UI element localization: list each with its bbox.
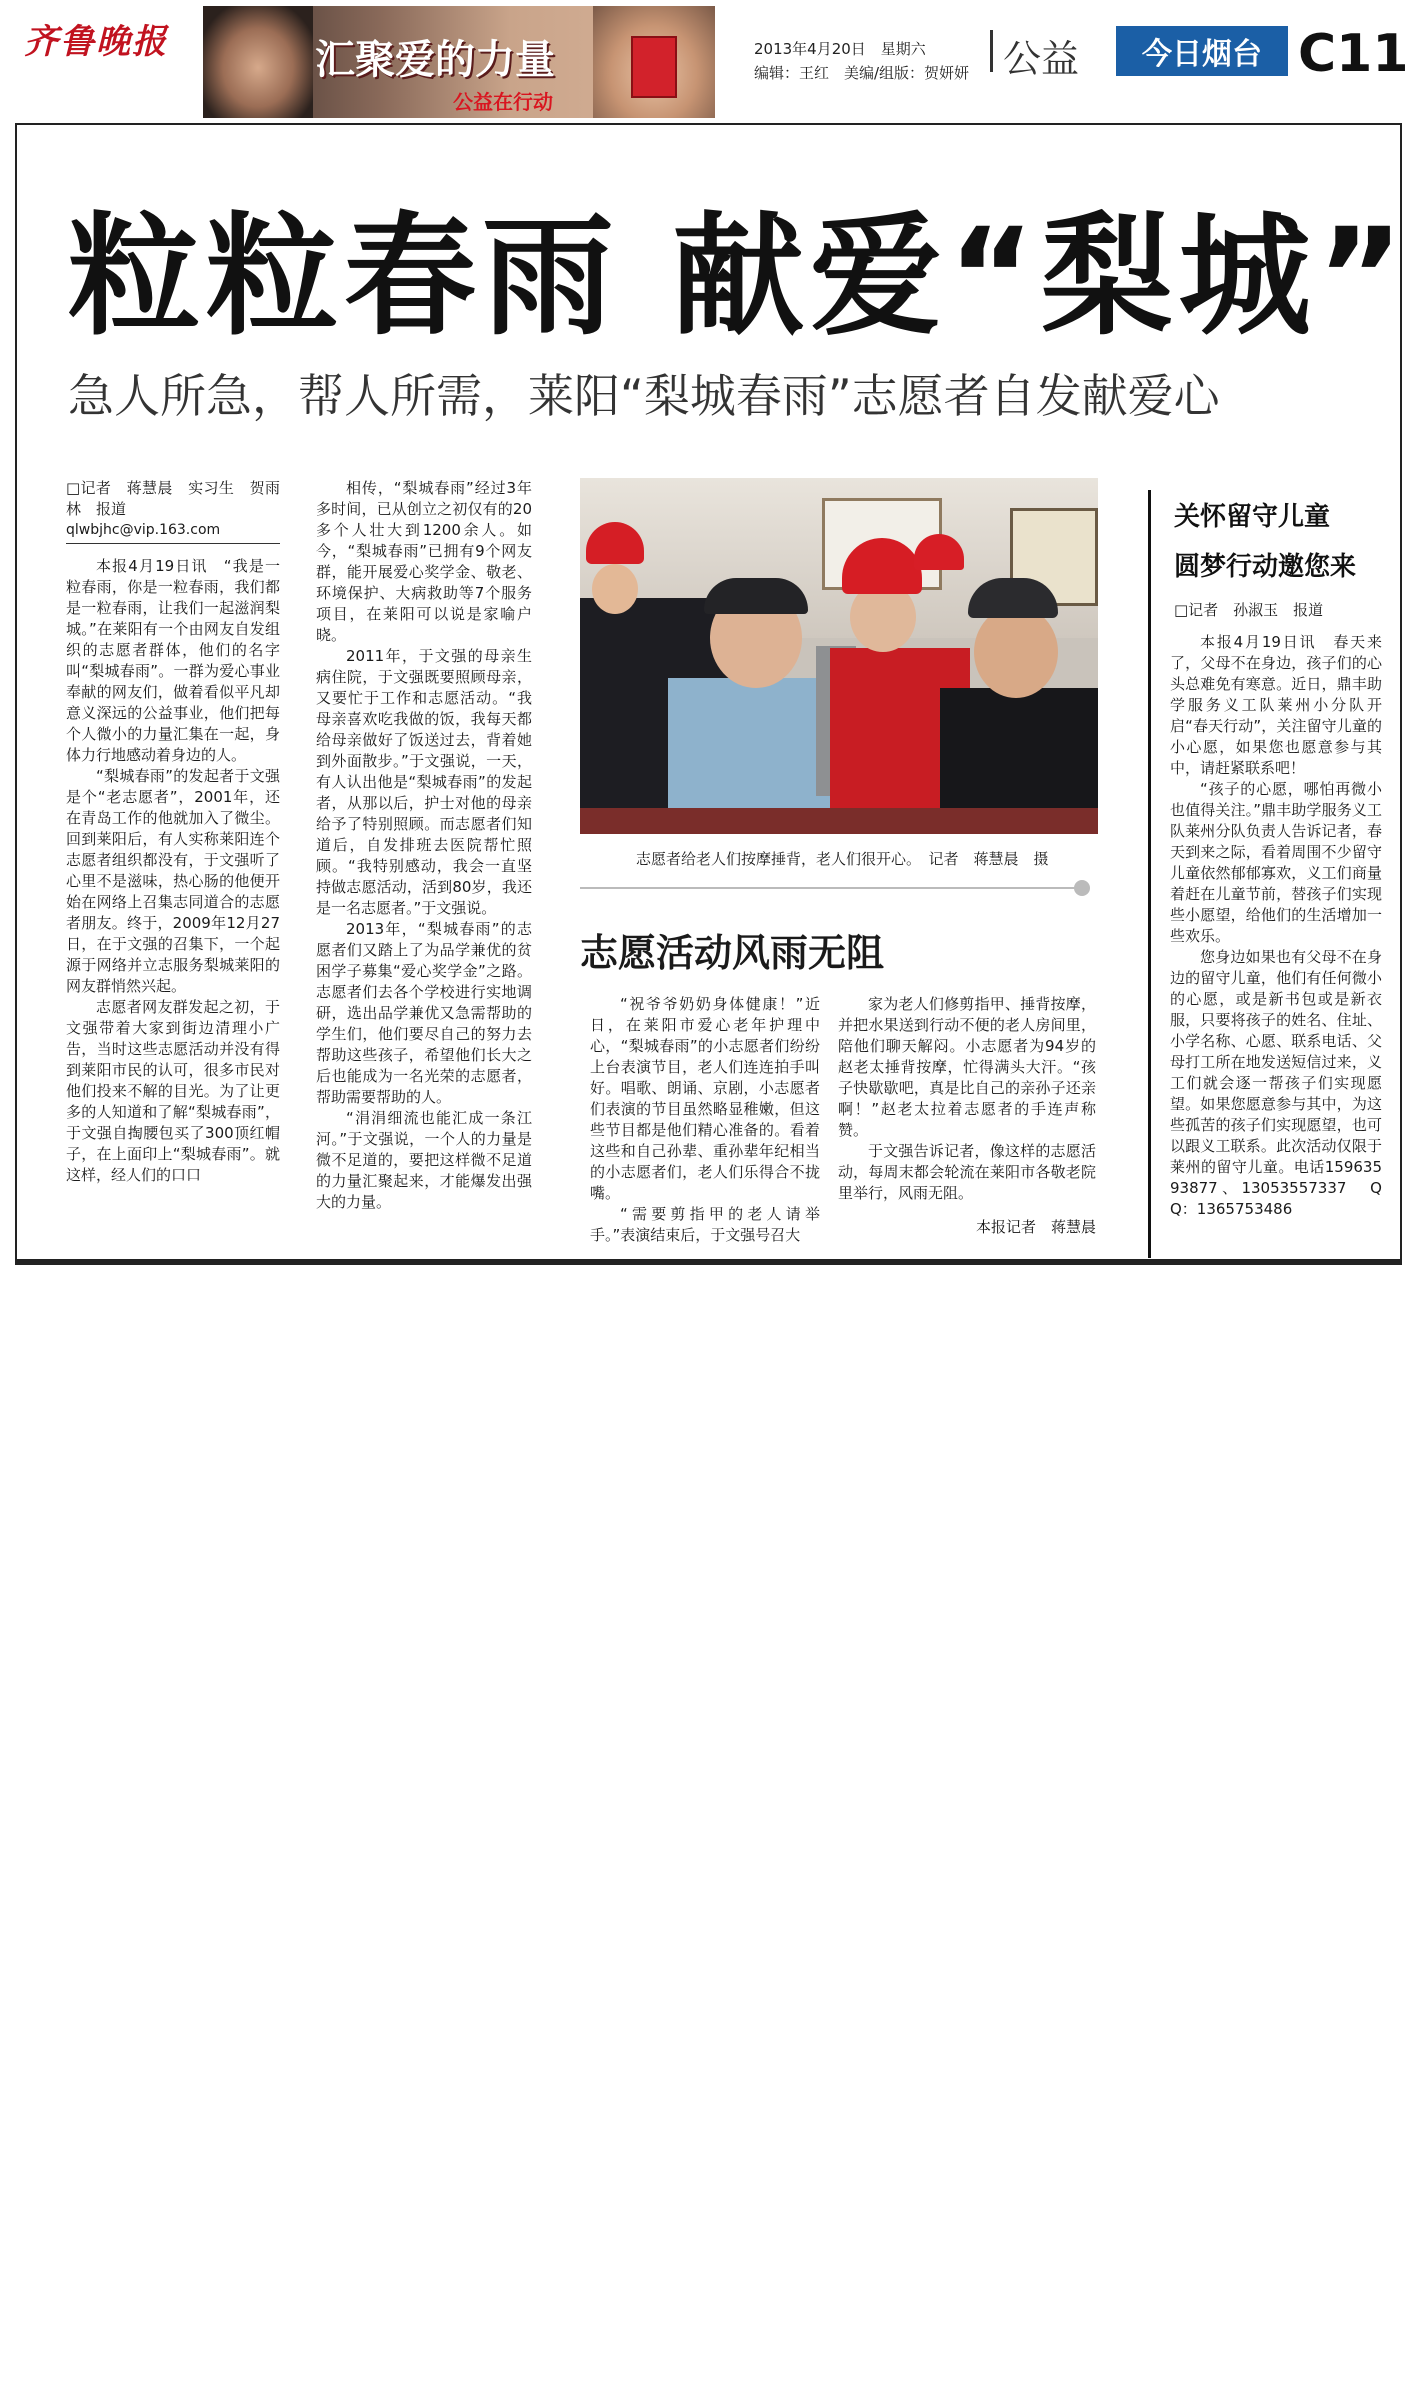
paragraph: 本报4月19日讯 “我是一粒春雨，你是一粒春雨，我们都是一粒春雨，让我们一起滋润梨城。”在莱阳有一个由网友自发组织的志愿者群体，他们的名字叫“梨城春雨”。一群为爱心事业奉献的网友们，做着看似平凡却意义深远的公益事业，他们把每个人微小的力量汇集在一起，身体力行地感动着身边的人。 [66, 557, 280, 764]
volunteers-photo [580, 478, 1098, 834]
article-column-3 [590, 994, 820, 1246]
banner-title: 汇聚爱的力量 [315, 37, 555, 83]
sidebar-byline: □记者 孙淑玉 报道 [1174, 601, 1324, 619]
header-divider [990, 30, 993, 72]
caption-rule [580, 887, 1080, 889]
paragraph: “需要剪指甲的老人请举手。”表演结束后，于文强号召大 [590, 1205, 820, 1244]
paragraph: “梨城春雨”的发起者于文强是个“老志愿者”，2001年，还在青岛工作的他就加入了微尘。回到莱阳后，有人实称莱阳连个志愿者组织都没有，于文强听了心里不是滋味，热心肠的他便开始在网络上召集志同道合的志愿者朋友。终于，2009年12月27日，在于文强的召集下，一个起源于网络并立志服务梨城莱阳的网友群悄然兴起。 [66, 767, 280, 995]
article-column-2 [316, 478, 532, 1213]
article-column-1 [66, 478, 280, 1186]
reporter-email: qlwbjhc@vip.163.com [66, 520, 280, 544]
article-byline: □记者 蒋慧晨 实习生 贺雨林 报道 [66, 479, 280, 518]
photo-floor [580, 808, 1098, 834]
charity-banner [203, 6, 715, 118]
section-heading: 志愿活动风雨无阻 [580, 931, 885, 975]
photo-volunteer-face [592, 564, 638, 614]
sidebar-title: 关怀留守儿童 [1174, 502, 1331, 532]
paragraph: “涓涓细流也能汇成一条江河。”于文强说，一个人的力量是微不足道的，要把这样微不足道的力量汇聚起来，才能爆发出强大的力量。 [316, 1109, 532, 1211]
paragraph: 2013年，“梨城春雨”的志愿者们又踏上了为品学兼优的贫困学子募集“爱心奖学金”之路。志愿者们去各个学校进行实地调研，选出品学兼优又急需帮助的学生们，他们要尽自己的努力去帮助这些孩子，希望他们长大之后也能成为一名光荣的志愿者，帮助需要帮助的人。 [316, 920, 532, 1106]
reporter-signature: 本报记者 蒋慧晨 [975, 1218, 1096, 1236]
photo-caption: 志愿者给老人们按摩捶背，老人们很开心。 记者 蒋慧晨 摄 [636, 850, 1049, 868]
sidebar-title: 圆梦行动邀您来 [1174, 552, 1357, 582]
paragraph: 于文强告诉记者，像这样的志愿活动，每周末都会轮流在莱阳市各敬老院里举行，风雨无阻。 [838, 1142, 1096, 1202]
banner-donation-box [631, 36, 677, 98]
paragraph: 本报4月19日讯 春天来了，父母不在身边，孩子们的心头总难免有寒意。近日，鼎丰助学服务义工队莱州小分队开启“春天行动”，关注留守儿童的小心愿，如果您也愿意参与其中，请赶紧联系吧！ [1170, 633, 1382, 777]
issue-date: 2013年4月20日 星期六 [754, 40, 926, 58]
photo-elderly-cap [704, 578, 808, 614]
paragraph: 您身边如果也有父母不在身边的留守儿童，他们有任何微小的心愿，或是新书包或是新衣服，只要将孩子的姓名、住址、小学名称、心愿、联系电话、父母打工所在地发送短信过来，义工们就会逐一帮孩子们实现愿望。如果您愿意参与其中，为这些孤苦的孩子们实现愿望，也可以跟义工联系。此次活动仅限于莱州的留守儿童。电话15963593877、13053557337 QQ：1365753486 [1170, 948, 1382, 1218]
headline: 粒粒春雨 献爱“梨城” [68, 200, 1410, 354]
paragraph: “孩子的心愿，哪怕再微小也值得关注。”鼎丰助学服务义工队莱州分队负责人告诉记者，春天到来之际，看着周围不少留守儿童依然郁郁寡欢，义工们商量着赶在儿童节前，替孩子们实现些小愿望，给他们的生活增加一些欢乐。 [1170, 780, 1382, 945]
article-column-4 [838, 994, 1096, 1204]
edition-badge: 今日烟台 [1116, 26, 1288, 76]
photo-elderly-face [974, 606, 1058, 698]
paragraph: 家为老人们修剪指甲、捶背按摩，并把水果送到行动不便的老人房间里，陪他们聊天解闷。小志愿者为94岁的赵老太捶背按摩，忙得满头大汗。“孩子快歇歇吧，真是比自己的亲孙子还亲啊！”赵老太拉着志愿者的手连声称赞。 [838, 995, 1096, 1139]
paragraph: 相传，“梨城春雨”经过3年多时间，已从创立之初仅有的20多个人壮大到1200余人。如今，“梨城春雨”已拥有9个网友群，能开展爱心奖学金、敬老、环境保护、大病救助等7个服务项目，在莱阳可以说是家喻户晓。 [316, 479, 532, 644]
subheadline: 急人所急，帮人所需，莱阳“梨城春雨”志愿者自发献爱心 [68, 369, 1220, 423]
banner-child-face [203, 6, 313, 118]
page-number: C11 [1298, 24, 1409, 84]
caption-dot [1074, 880, 1090, 896]
paragraph: 2011年，于文强的母亲生病住院，于文强既要照顾母亲，又要忙于工作和志愿活动。“我母亲喜欢吃我做的饭，我每天都给母亲做好了饭送过去，背着她到外面散步。”于文强说，一天，有人认出他是“梨城春雨”的发起者，从那以后，护士对他的母亲给予了特别照顾。而志愿者们知道后，自发排班去医院帮忙照顾。“我特别感动，我会一直坚持做志愿活动，活到80岁，我还是一名志愿者。”于文强说。 [316, 647, 532, 917]
banner-subtitle: 公益在行动 [453, 90, 553, 114]
section-label: 公益 [1003, 37, 1080, 81]
sidebar-column [1170, 632, 1382, 1220]
sidebar-rule [1148, 490, 1151, 1258]
editor-credits: 编辑：王红 美编/组版：贺妍妍 [754, 64, 970, 82]
paragraph: “祝爷爷奶奶身体健康！”近日，在莱阳市爱心老年护理中心，“梨城春雨”的小志愿者们纷纷上台表演节目，老人们连连拍手叫好。唱歌、朗诵、京剧，小志愿者们表演的节目虽然略显稚嫩，但这些节目都是他们精心准备的。看着这些和自己孙辈、重孙辈年纪相当的小志愿者们，老人们乐得合不拢嘴。 [590, 995, 820, 1202]
masthead-logo: 齐鲁晚报 [24, 22, 168, 62]
paragraph: 志愿者网友群发起之初，于文强带着大家到街边清理小广告，当时这些志愿活动并没有得到莱阳市民的认可，很多市民对他们投来不解的目光。为了让更多的人知道和了解“梨城春雨”，于文强自掏腰包买了300顶红帽子，在上面印上“梨城春雨”。就这样，经人们的口口 [66, 998, 280, 1184]
